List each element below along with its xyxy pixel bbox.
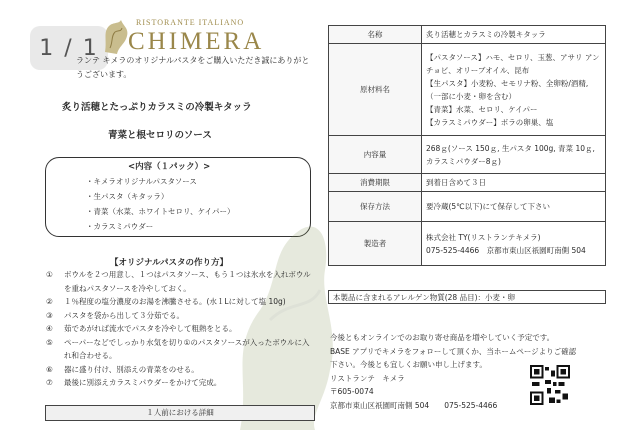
step-text: ボウルを２つ用意し、１つはパスタソース、もう１つは氷水を入れボウルを重ねパスタソースを冷やしておく。 (64, 270, 311, 293)
step-text: 最後に別添えカラスミパウダーをかけて完成。 (64, 378, 222, 387)
spec-key: 製造者 (329, 222, 422, 266)
step-number: ① (46, 270, 53, 279)
recipe-step (46, 336, 316, 363)
recipe-heading: 【オリジナルパスタの作り方】 (110, 258, 228, 268)
spec-key: 名称 (329, 26, 422, 44)
spec-value: 268ｇ(ソース 150ｇ, 生パスタ 100g, 青菜 10ｇ, カラスミパウダー8ｇ) (422, 136, 606, 174)
contents-heading: <内容（１パック）> (128, 162, 211, 172)
step-text: １％程度の塩分濃度のお湯を沸騰させる。(水１Lに対して塩 10g) (64, 297, 286, 306)
logo-wordmark: CHIMERA (128, 28, 265, 55)
product-subtitle: 青菜と根セロリのソース (108, 130, 212, 141)
contents-list (86, 174, 235, 234)
spec-value: 【パスタソース】ハモ、セロリ、玉葱、アサリ アンチョビ、オリーブオイル、昆布 【生パスタ】小麦粉、セモリナ粉、全卵粉/酒精,（一部に小麦・卵を含む） 【青菜】水菜、セロリ、ケイパー 【カラスミパウダー】ボラの卵巣、塩 (422, 44, 606, 136)
spec-key: 原材料名 (329, 44, 422, 136)
table-row (329, 222, 606, 266)
allergen-notice: 本製品に含まれるアレルゲン物質(28 品目)：小麦・卵 (328, 290, 606, 304)
product-spec-table (328, 25, 606, 266)
notice-line: 京都市東山区祇園町南側 504 075-525-4466 (330, 400, 498, 410)
table-row (329, 26, 606, 44)
step-number: ③ (46, 310, 53, 320)
step-number: ④ (46, 324, 53, 333)
qr-code[interactable] (530, 365, 570, 405)
chimera-crest-logo (101, 18, 131, 56)
list-item: ・カラスミパウダー (86, 222, 154, 231)
recipe-step (46, 309, 316, 323)
notice-line: リストランテ キメラ (330, 373, 405, 383)
table-row (329, 136, 606, 174)
list-item: ・青菜（水菜、ホワイトセロリ、ケイパー） (86, 207, 235, 216)
spec-key: 保存方法 (329, 192, 422, 222)
spec-key: 消費期限 (329, 174, 422, 192)
notice-line: BASE アプリでキメラをフォローして頂くか、当ホームページよりご確認 (330, 346, 577, 356)
step-text: 茹であがれば流水でパスタを冷やして粗熱をとる。 (64, 324, 237, 333)
recipe-step (46, 322, 316, 336)
table-row (329, 44, 606, 136)
recipe-step (46, 268, 316, 295)
recipe-step (46, 376, 316, 390)
step-number: ② (46, 297, 53, 306)
step-number: ⑦ (46, 378, 53, 387)
product-title: 炙り活穂とたっぷりカラスミの冷製キタッラ (62, 102, 252, 113)
spec-key: 内容量 (329, 136, 422, 174)
list-item: ・キメラオリジナルパスタソース (86, 177, 197, 186)
step-text: パスタを袋から出して３分茹でる。 (64, 310, 184, 320)
notice-line: 下さい。今後とも宜しくお願い申し上げます。 (330, 360, 487, 369)
table-row (329, 192, 606, 222)
page-indicator: 1 / 1 (30, 26, 108, 70)
notice-line: 今後ともオンラインでのお取り寄せ商品を増やしていく予定です。 (330, 333, 555, 342)
recipe-steps (46, 268, 316, 390)
step-number: ⑤ (46, 337, 53, 347)
step-number: ⑥ (46, 364, 53, 374)
table-row (329, 174, 606, 192)
spec-value: 株式会社 TY(リストランテキメラ) 075-525-4466 京都市東山区祇園町南側 504 (422, 222, 606, 266)
step-text: ペーパーなどでしっかり水気を切り①のパスタソースが入ったボウルに入れ和合わせる。 (64, 337, 310, 360)
serving-info-bar: １人前における詳細 (45, 405, 315, 421)
notice-line: 〒605-0074 (330, 387, 374, 396)
spec-value: 要冷蔵(5℃以下)にて保存して下さい (422, 192, 606, 222)
recipe-step (46, 295, 316, 309)
intro-text: ランテ キメラのオリジナルパスタをご購入いただき誠にありがとうございます。 (76, 56, 310, 79)
spec-value: 到着日含めて３日 (422, 174, 606, 192)
logo-subtitle: RISTORANTE ITALIANO (136, 18, 245, 27)
spec-value: 炙り活穂とカラスミの冷製キタッラ (422, 26, 606, 44)
recipe-step (46, 363, 316, 377)
step-text: 器に盛り付け、別添えの青菜をのせる。 (64, 364, 199, 374)
list-item: ・生パスタ（キタッラ） (86, 192, 169, 201)
